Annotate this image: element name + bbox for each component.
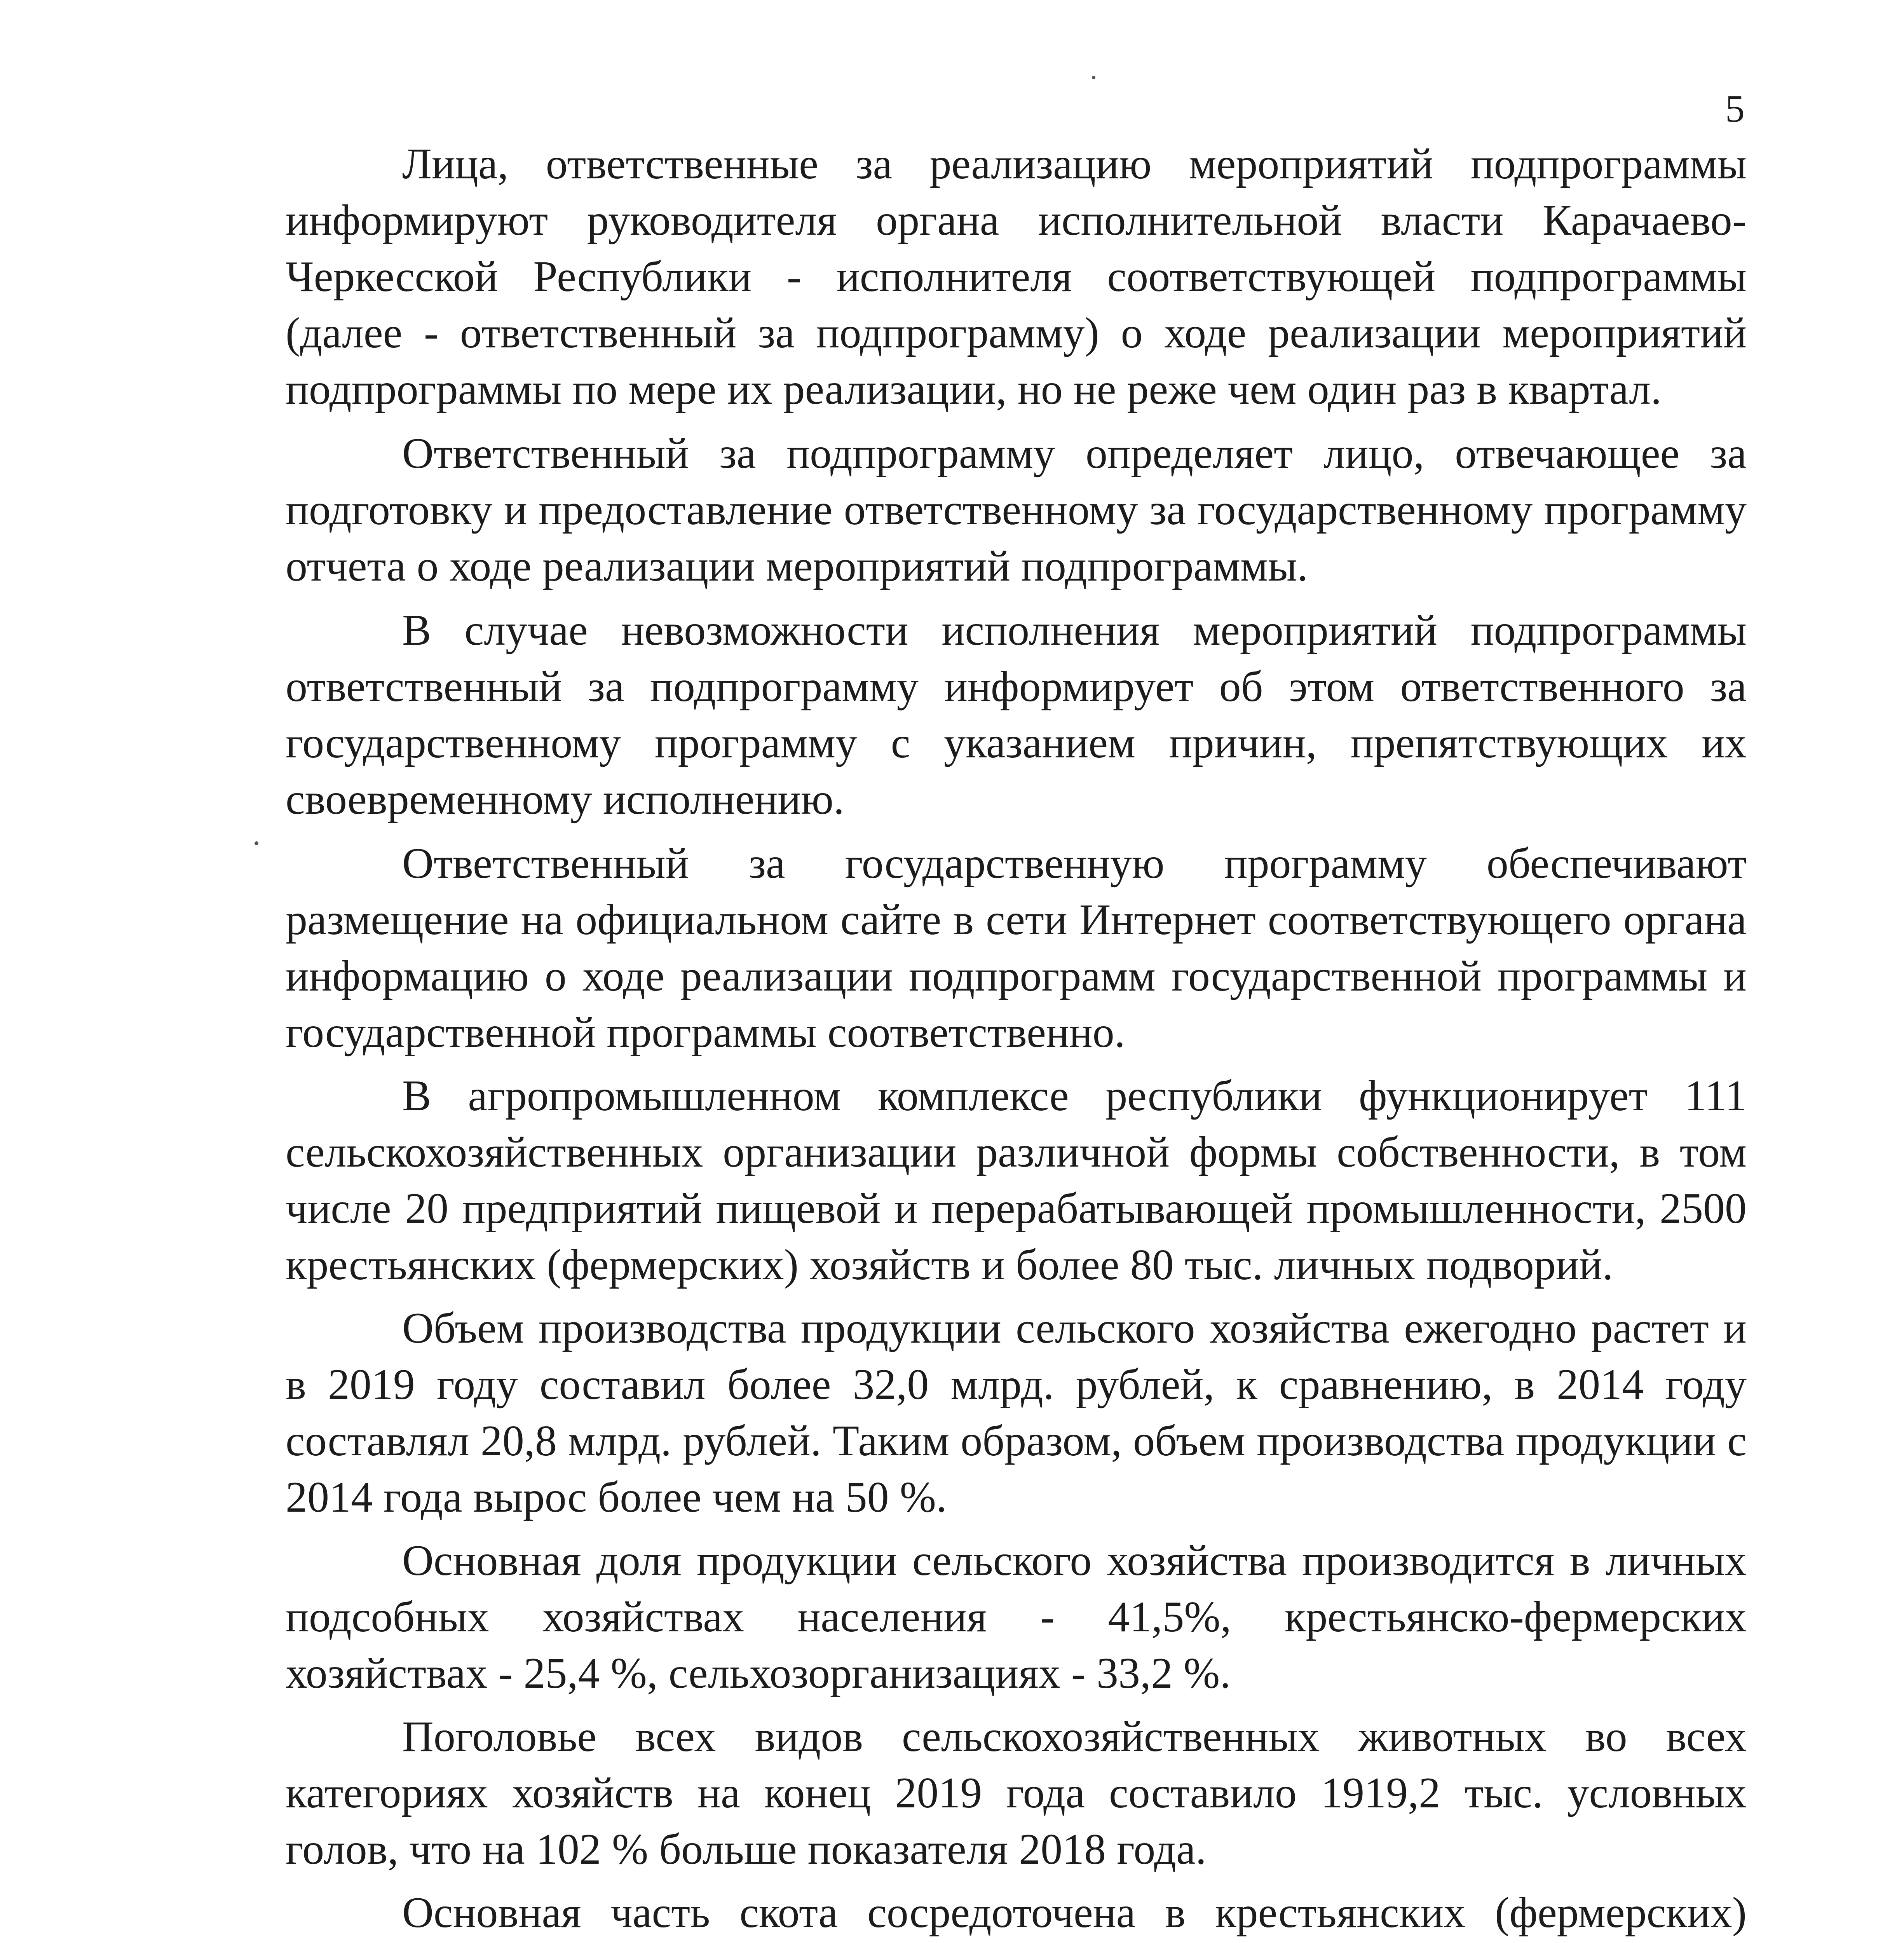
paragraph-responsible-persons: Лица, ответственные за реализацию мероприятий подпрограммы информируют руководителя органа исполнительной власти Карачаево-Черкесской Республики - исполнителя соответствующей подпрограммы (далее - ответственный за подпрограмму) о ходе реализации мероприятий подпрограммы по мере их реализации, но не реже чем один раз в квартал. [286, 140, 1747, 413]
scan-speck [1092, 76, 1095, 79]
paragraph-production-share: Основная доля продукции сельского хозяйства производится в личных подсобных хозяйствах населения - 41,5%, крестьянско-фермерских хозяйствах - 25,4 %, сельхозорганизациях - 33,2 %. [286, 1537, 1747, 1697]
paragraph-agro-complex: В агропромышленном комплексе республики функционирует 111 сельскохозяйственных организации различной формы собственности, в том числе 20 предприятий пищевой и перерабатывающей промышленности, 2500 крестьянских (фермерских) хозяйств и более 80 тыс. личных подворий. [286, 1072, 1747, 1289]
page-number: 5 [1725, 87, 1745, 130]
paragraph-publication: Ответственный за государственную программу обеспечивают размещение на официальном сайте в сети Интернет соответствующего органа информацию о ходе реализации подпрограмм государственной программы и государственной программы соответственно. [286, 839, 1747, 1057]
paragraph-livestock-distribution: Основная часть скота сосредоточена в крестьянских (фермерских) [402, 1889, 1747, 1937]
paragraph-impossibility: В случае невозможности исполнения мероприятий подпрограммы ответственный за подпрограмму информирует об этом ответственного за государственному программу с указанием причин, препятствующих их своевременному исполнению. [286, 606, 1747, 823]
paragraph-production-volume: Объем производства продукции сельского хозяйства ежегодно растет и в 2019 году составил более 32,0 млрд. рублей, к сравнению, в 2014 году составлял 20,8 млрд. рублей. Таким образом, объем производства продукции с 2014 года вырос более чем на 50 %. [286, 1304, 1747, 1521]
paragraph-livestock-total: Поголовье всех видов сельскохозяйственных животных во всех категориях хозяйств на конец 2019 года составило 1919,2 тыс. условных голов, что на 102 % больше показателя 2018 года. [286, 1713, 1747, 1873]
document-body [286, 136, 1747, 1943]
scan-speck [255, 841, 258, 845]
paragraph-subprogram-responsible: Ответственный за подпрограмму определяет лицо, отвечающее за подготовку и предоставление ответственному за государственному программу отчета о ходе реализации мероприятий подпрограммы. [286, 429, 1747, 590]
